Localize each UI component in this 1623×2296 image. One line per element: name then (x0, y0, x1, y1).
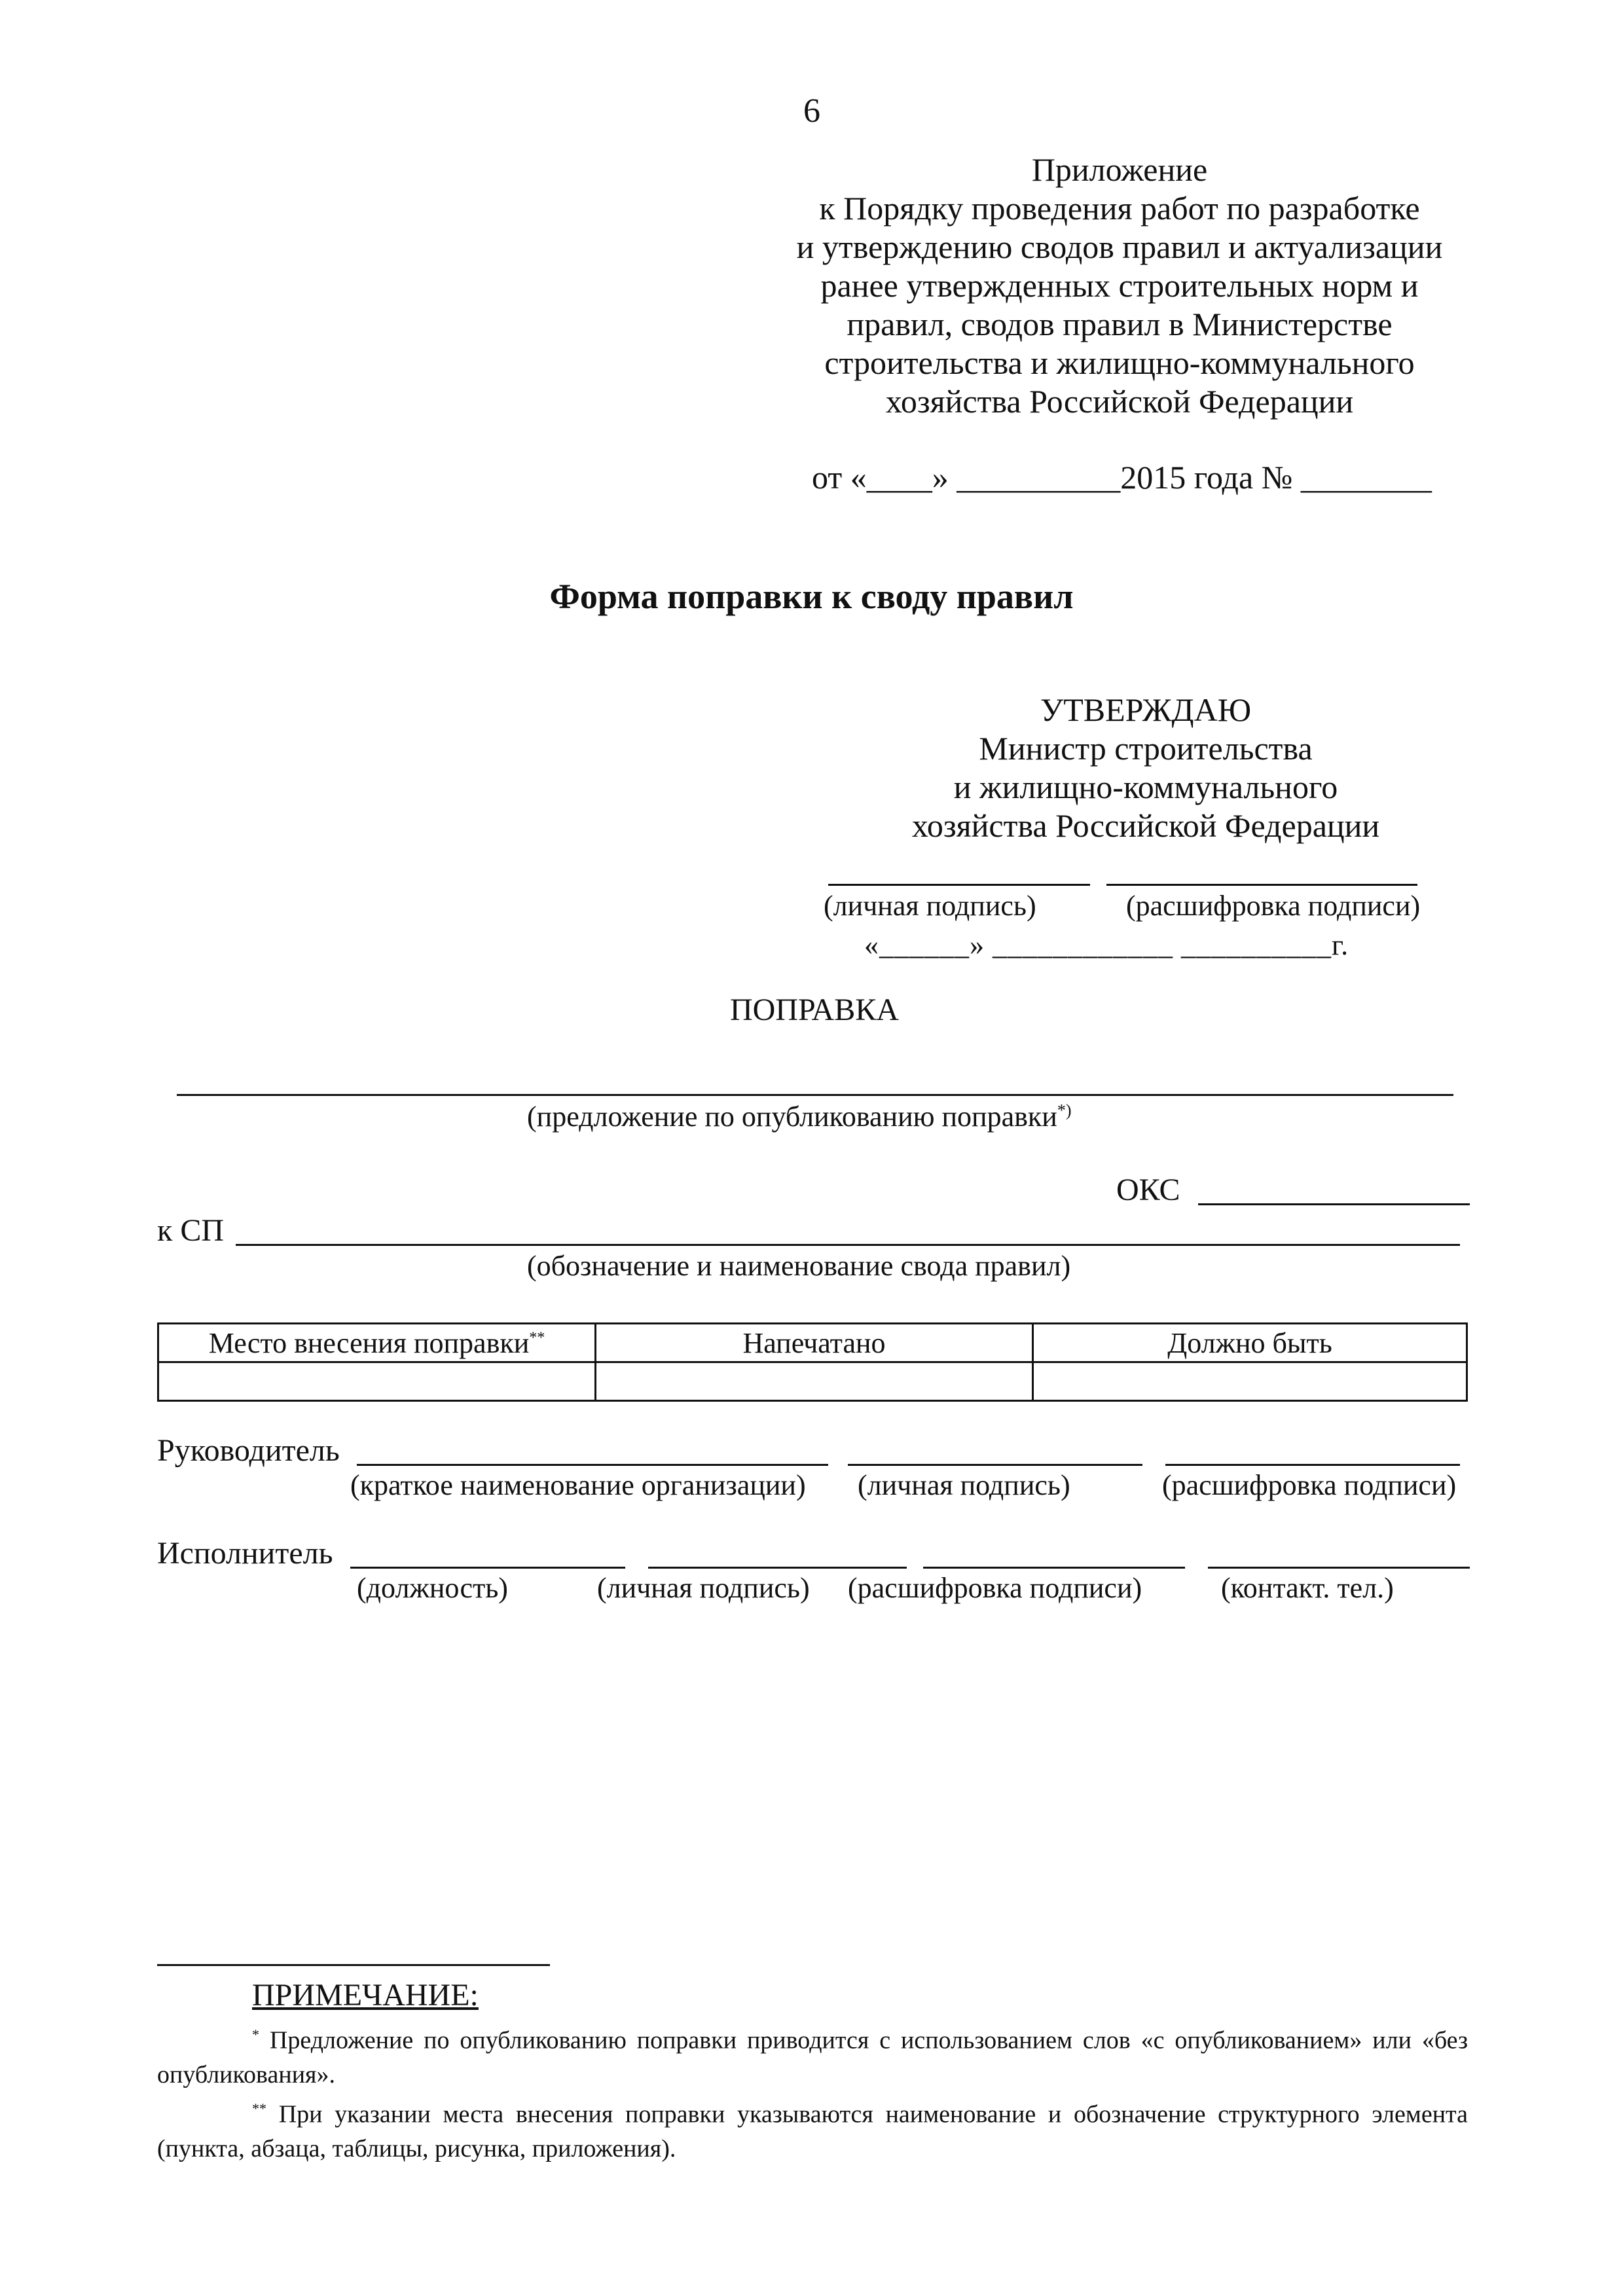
publication-caption-text: (предложение по опубликованию поправки (527, 1101, 1057, 1133)
notes-title: ПРИМЕЧАНИЕ: (252, 1978, 479, 2013)
footnote-1-mark: * (252, 2026, 259, 2043)
appendix-line: хозяйства Российской Федерации (885, 383, 1354, 420)
approval-line: Министр строительства (979, 730, 1313, 767)
table-header-row (158, 1324, 1467, 1362)
footnote-2-text: При указании места внесения поправки указываются наименование и обозначение структурного элемента (пункта, абзаца, таблицы, рисунка, приложения). (157, 2100, 1468, 2162)
sp-caption: (обозначение и наименование свода правил) (527, 1250, 1071, 1282)
appendix-line: и утверждению сводов правил и актуализации (796, 228, 1443, 265)
minister-decoding-line (1106, 884, 1417, 886)
head-signature-line (848, 1464, 1142, 1466)
table-cell[interactable] (158, 1362, 596, 1401)
executor-phone-line (1208, 1567, 1470, 1569)
table-header-place: Место внесения поправки (208, 1326, 530, 1359)
executor-decoding-line (923, 1567, 1185, 1569)
approval-line: и жилищно-коммунального (953, 769, 1338, 805)
order-date-line: от «____» __________2015 года № ________ (812, 459, 1432, 496)
publication-line (177, 1094, 1453, 1096)
head-decoding-line (1165, 1464, 1460, 1466)
approval-block (851, 691, 1440, 845)
executor-position-caption: (должность) (357, 1572, 508, 1604)
amendment-table (157, 1322, 1468, 1402)
appendix-line: ранее утвержденных строительных норм и (820, 267, 1419, 304)
amendment-heading: ПОПРАВКА (730, 993, 899, 1027)
table-cell[interactable] (1033, 1362, 1467, 1401)
minister-decoding-caption: (расшифровка подписи) (1126, 890, 1421, 922)
oks-label: ОКС (1116, 1173, 1180, 1207)
approval-line: хозяйства Российской Федерации (911, 807, 1380, 844)
appendix-line: к Порядку проведения работ по разработке (819, 190, 1420, 227)
table-header-should-be: Должно быть (1167, 1326, 1332, 1359)
publication-caption (527, 1100, 1072, 1133)
table-row (158, 1362, 1467, 1401)
executor-label: Исполнитель (157, 1536, 333, 1571)
footnote-1 (157, 2018, 1468, 2092)
table-header-printed: Напечатано (742, 1326, 886, 1359)
executor-decoding-caption: (расшифровка подписи) (848, 1572, 1142, 1604)
appendix-line: строительства и жилищно-коммунального (824, 344, 1415, 381)
footnote-1-text: Предложение по опубликованию поправки приводится с использованием слов «с опубликованием» или «без опубликования». (157, 2026, 1468, 2088)
appendix-line: Приложение (1031, 151, 1208, 188)
table-header-cell (596, 1324, 1033, 1362)
table-header-cell (158, 1324, 596, 1362)
publication-footnote-mark: *) (1057, 1101, 1072, 1120)
executor-signature-caption: (личная подпись) (597, 1572, 810, 1604)
appendix-header (753, 151, 1486, 421)
footnote-2 (157, 2092, 1468, 2166)
page-number: 6 (803, 92, 820, 130)
sp-label: к СП (157, 1213, 224, 1248)
executor-phone-caption: (контакт. тел.) (1221, 1572, 1394, 1604)
footnote-2-mark: ** (252, 2100, 266, 2117)
table-footnote-mark: ** (529, 1328, 545, 1346)
head-label: Руководитель (157, 1433, 340, 1468)
head-org-caption: (краткое наименование организации) (350, 1469, 806, 1501)
table-cell[interactable] (596, 1362, 1033, 1401)
head-signature-caption: (личная подпись) (858, 1469, 1070, 1501)
minister-signature-line (828, 884, 1090, 886)
sp-line (236, 1244, 1460, 1246)
oks-line (1198, 1203, 1470, 1205)
approval-line: УТВЕРЖДАЮ (1040, 691, 1252, 728)
table-header-cell (1033, 1324, 1467, 1362)
approval-date-line: «______» ____________ __________г. (864, 929, 1349, 961)
footnote-separator (157, 1964, 550, 1966)
appendix-line: правил, сводов правил в Министерстве (847, 306, 1393, 342)
form-title: Форма поправки к своду правил (549, 577, 1074, 616)
executor-signature-line (648, 1567, 907, 1569)
head-decoding-caption: (расшифровка подписи) (1162, 1469, 1457, 1501)
head-org-line (357, 1464, 828, 1466)
minister-signature-caption: (личная подпись) (824, 890, 1036, 922)
executor-position-line (350, 1567, 625, 1569)
